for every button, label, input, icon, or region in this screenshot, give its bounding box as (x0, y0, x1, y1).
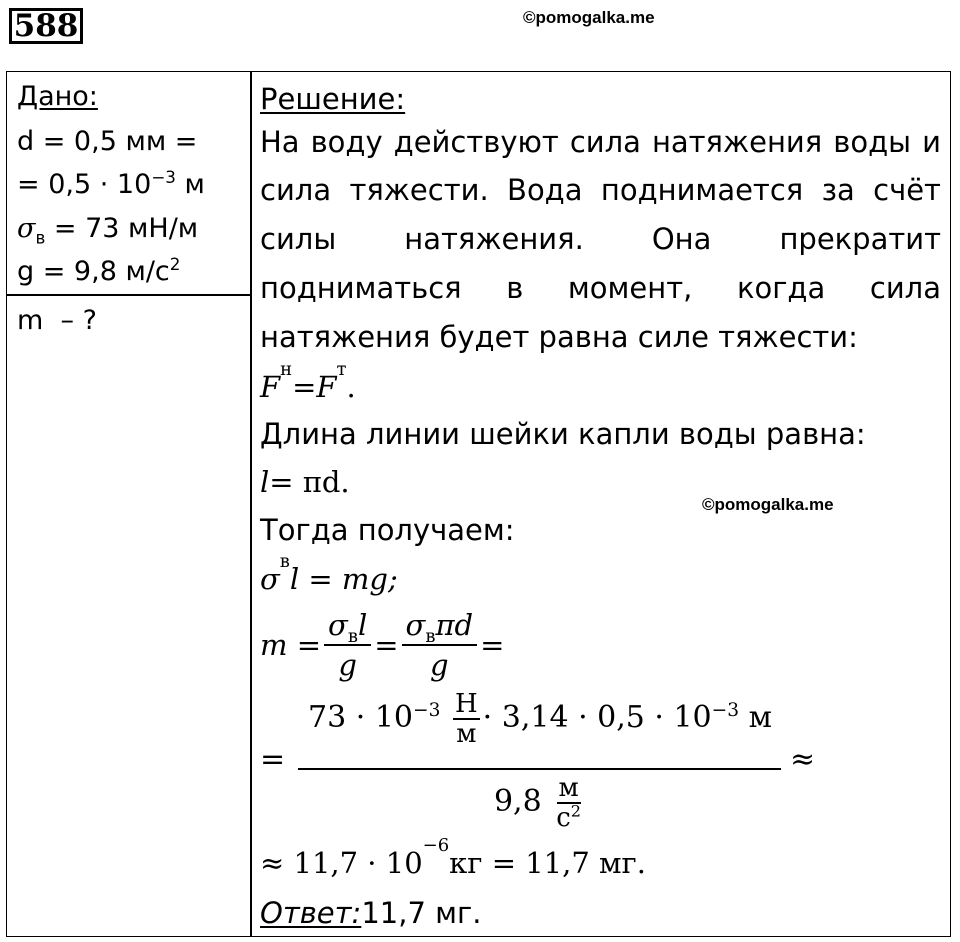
fraction-sigma-l-over-g: $\frac{\sigma_вl}{g}$ (324, 608, 371, 682)
equation-balance: σ в l = mg; (260, 551, 398, 596)
given-gravity: g = 9,8 $м/с^2$ (17, 254, 181, 287)
find-mass: m – ? (17, 305, 97, 336)
calc-fraction-bar (298, 768, 781, 770)
answer-line (260, 896, 941, 930)
answer-label: Ответ: (260, 896, 362, 930)
calc-numerator: $73 \cdot 10^{-3}$ Н м · $3,14 \cdot 0,5 \cdot 10^{-3}$ м (308, 689, 772, 749)
watermark-top: ©pomogalka.me (523, 8, 655, 27)
length-text: Длина линии шейки капли воды равна: (260, 417, 866, 451)
given-diameter-si: = $0,5 \cdot 10^{-3}$ м (17, 167, 205, 200)
solution-text-line: сила тяжести. Вода поднимается за счёт (260, 173, 941, 207)
equation-length: l = πd. (260, 465, 350, 499)
answer-value: 11,7 мг. (361, 896, 482, 930)
solution-heading: Решение: (260, 82, 406, 116)
given-diameter: d = 0,5 мм = (17, 126, 198, 157)
problem-number: 588 (9, 8, 83, 44)
equation-result: ≈ 11,7 · 10 −6 кг = 11,7 мг. (260, 835, 646, 880)
given-surface-tension: $\sigma_в = 73$ мН/м (17, 213, 199, 248)
solution-text-line: подниматься в момент, когда сила (260, 271, 941, 305)
equation-forces: F н = F т . (260, 359, 356, 404)
solution-text-line: натяжения будет равна силе тяжести: (260, 320, 858, 354)
calc-denominator: 9,8 м $с^2$ (493, 773, 582, 833)
given-heading: Дано: (17, 81, 98, 112)
given-divider (6, 294, 251, 296)
fraction-sigma-pi-d-over-g: $\frac{\sigma_в\pi d}{g}$ (402, 608, 478, 682)
then-text: Тогда получаем: (260, 513, 515, 547)
watermark-middle: ©pomogalka.me (702, 495, 834, 514)
column-divider (250, 71, 252, 937)
equation-mass-formula: m = $\frac{\sigma_вl}{g}$ = $\frac{\sigma_в\pi d}{g}$ = (260, 608, 505, 682)
solution-text-line: На воду действуют сила натяжения воды и (260, 125, 941, 159)
solution-text-line: силы натяжения. Она прекратит (260, 222, 941, 256)
